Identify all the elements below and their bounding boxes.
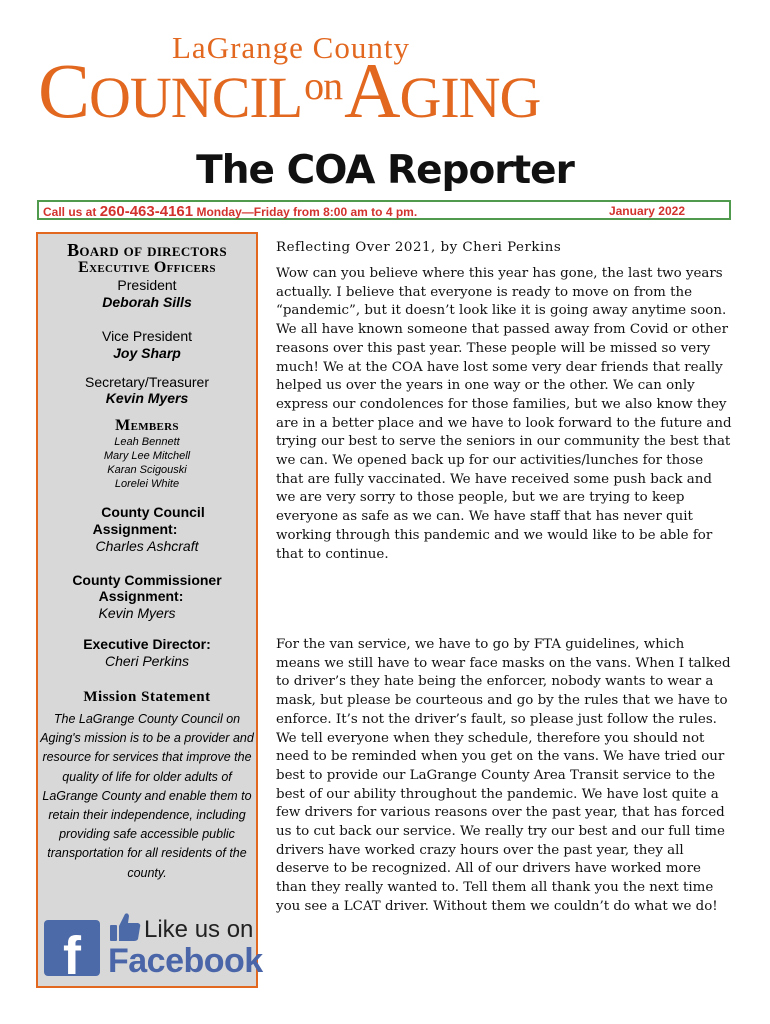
- thumbs-up-icon: [108, 910, 142, 944]
- phone-number[interactable]: 260-463-4161: [99, 203, 194, 220]
- member-name: Leah Bennett: [114, 436, 180, 448]
- director-title: Executive Director:: [83, 636, 211, 652]
- paragraph-text: Wow can you believe where this year has gone, the last two years actually. I believe that everyone is ready to move on from the “pandemic”, but it doesn’t look like it is going away anytime soon. We all have known someone that passed away from Covid or other reasons over this past year. These people will be missed so very much! We at the COA have lost some very dear friends that really helped us over the years in one way or the other. We can only express our condolences for those families, but we also know they are in a better place and we have to look forward to the future and trying our best to serve the seniors in our community the best that we can. We opened back up for our activities/lunches for those that are fully vaccinated. We have received some push back and we are very sorry to those people, but we are trying to keep everyone as safe as we can. We have staff that has never quit working through this pandemic and we would like to be able for that to continue.: [276, 266, 732, 562]
- article-paragraph-1: [276, 265, 732, 564]
- mission-heading: Mission Statement: [83, 689, 211, 705]
- vp-name: Joy Sharp: [113, 345, 181, 361]
- logo-ging: GING: [399, 65, 541, 130]
- logo-on: on: [304, 63, 343, 108]
- paragraph-text: For the van service, we have to go by FTA guidelines, which means we still have to wear face masks on the vans. When I talked to driver’s they hate being the enforcer, nobody wants to wear a mask, but please be courteous and go by the rules that we have to enforce. It’s not the driver’s fault, so please just follow the rules. We tell everyone when they schedule, therefore you should not need to be reminded when you get on the vans. We have tried our best to provide our LaGrange County Area Transit service to the best of our ability throughout the pandemic. We have lost quite a few drivers for various reasons over the past year, that has forced us to cut back our service. We really try our best and our full time drivers have worked crazy hours over the past year, they all deserve to be recognized. All of our drivers have worked more than they really wanted to. Tell them all thank you the next time you see a LCAT driver. Without them we couldn’t do what we do!: [276, 637, 731, 914]
- article-title: Reflecting Over 2021, by Cheri Perkins: [276, 240, 562, 255]
- board-heading: Board of directors: [67, 240, 227, 260]
- secretary-title: Secretary/Treasurer: [85, 374, 209, 390]
- logo-letter-c: C: [38, 47, 90, 134]
- logo-ouncil: OUNCIL: [89, 65, 303, 130]
- info-bar: [37, 200, 731, 220]
- facebook-like-text: Like us on: [144, 916, 254, 943]
- vp-title: Vice President: [101, 328, 192, 344]
- facebook-name-text: Facebook: [108, 942, 263, 980]
- council-assignment-label: Assignment:: [92, 521, 178, 537]
- director-name: Cheri Perkins: [104, 653, 190, 669]
- council-name: Charles Ashcraft: [95, 538, 199, 554]
- member-name: Mary Lee Mitchell: [103, 450, 191, 462]
- commissioner-label: County Commissioner: [72, 572, 222, 588]
- issue-date: January 2022: [608, 204, 685, 218]
- newsletter-title: The COA Reporter: [196, 148, 574, 193]
- logo-county-text: LaGrange County: [172, 30, 410, 65]
- call-prefix: Call us at: [43, 205, 100, 219]
- council-label: County Council: [101, 504, 205, 520]
- article-paragraph-2: [276, 636, 732, 917]
- logo-letter-a: A: [344, 47, 400, 134]
- secretary-name: Kevin Myers: [105, 390, 189, 406]
- commissioner-assignment-label: Assignment:: [98, 588, 184, 604]
- facebook-badge[interactable]: [44, 910, 263, 986]
- contact-line: [43, 203, 417, 220]
- president-name: Deborah Sills: [102, 294, 192, 310]
- mission-text: The LaGrange County Council on Aging's mission is to be a provider and resource for services that improve the quality of life for older adults of LaGrange County and enable them to retain their independence, including providing safe accessible public transportation for all residents of the county.: [40, 712, 254, 880]
- exec-heading: Executive Officers: [78, 259, 216, 276]
- member-name: Lorelei White: [114, 478, 180, 490]
- office-hours: Monday—Friday from 8:00 am to 4 pm.: [193, 205, 418, 219]
- president-title: President: [117, 277, 177, 293]
- member-name: Karan Scigouski: [107, 464, 187, 476]
- sidebar: [36, 232, 263, 988]
- logo-council-on-aging: [38, 46, 540, 138]
- facebook-f-icon: f: [44, 920, 100, 976]
- members-heading: Members: [115, 417, 179, 434]
- commissioner-name: Kevin Myers: [98, 605, 176, 621]
